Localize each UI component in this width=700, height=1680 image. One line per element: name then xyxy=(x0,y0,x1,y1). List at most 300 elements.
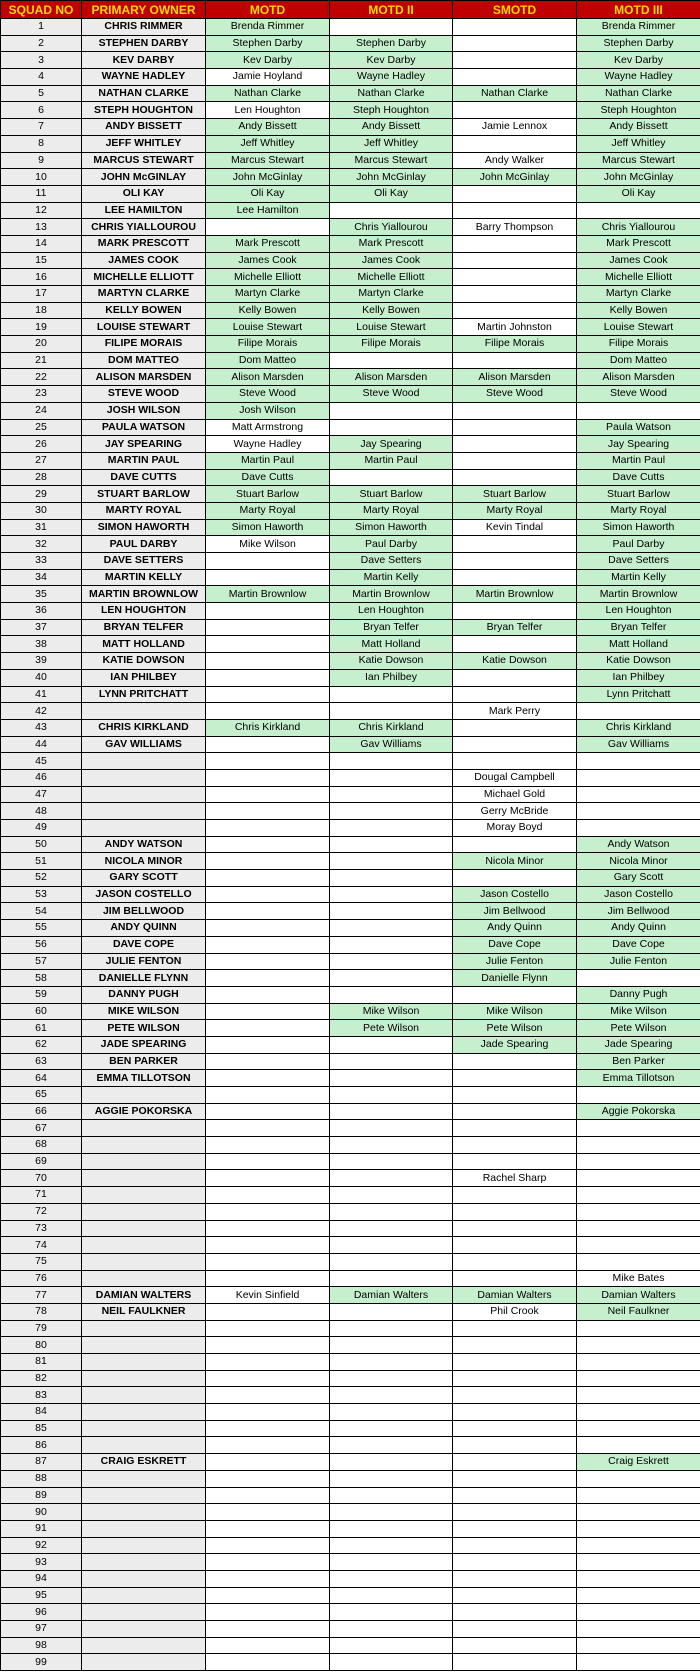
motd-iii-cell[interactable] xyxy=(577,1604,700,1621)
motd-cell[interactable] xyxy=(206,1370,330,1387)
motd-ii-cell[interactable] xyxy=(330,1420,453,1437)
motd-iii-cell[interactable] xyxy=(577,753,700,770)
smotd-cell[interactable] xyxy=(453,686,577,703)
squad-number-cell[interactable]: 62 xyxy=(1,1036,82,1053)
smotd-cell[interactable] xyxy=(453,603,577,620)
motd-ii-cell[interactable] xyxy=(330,1520,453,1537)
motd-ii-cell[interactable] xyxy=(330,1137,453,1154)
primary-owner-cell[interactable]: PAULA WATSON xyxy=(82,419,206,436)
motd-iii-cell[interactable]: Kelly Bowen xyxy=(577,302,700,319)
motd-iii-cell[interactable]: Mike Bates xyxy=(577,1270,700,1287)
motd-iii-cell[interactable] xyxy=(577,1087,700,1104)
squad-number-cell[interactable]: 16 xyxy=(1,269,82,286)
smotd-cell[interactable]: Danielle Flynn xyxy=(453,970,577,987)
squad-number-cell[interactable]: 86 xyxy=(1,1437,82,1454)
motd-iii-cell[interactable]: Damian Walters xyxy=(577,1287,700,1304)
smotd-cell[interactable] xyxy=(453,1621,577,1638)
motd-ii-cell[interactable] xyxy=(330,1187,453,1204)
motd-ii-cell[interactable] xyxy=(330,986,453,1003)
smotd-cell[interactable] xyxy=(453,402,577,419)
smotd-cell[interactable] xyxy=(453,1570,577,1587)
motd-cell[interactable] xyxy=(206,603,330,620)
primary-owner-cell[interactable]: NEIL FAULKNER xyxy=(82,1303,206,1320)
motd-ii-cell[interactable]: Michelle Elliott xyxy=(330,269,453,286)
motd-ii-cell[interactable]: Katie Dowson xyxy=(330,653,453,670)
primary-owner-cell[interactable]: JULIE FENTON xyxy=(82,953,206,970)
smotd-cell[interactable] xyxy=(453,135,577,152)
primary-owner-cell[interactable] xyxy=(82,1654,206,1671)
squad-number-cell[interactable]: 69 xyxy=(1,1153,82,1170)
primary-owner-cell[interactable] xyxy=(82,1637,206,1654)
primary-owner-cell[interactable]: JAY SPEARING xyxy=(82,436,206,453)
smotd-cell[interactable]: Alison Marsden xyxy=(453,369,577,386)
motd-cell[interactable] xyxy=(206,1303,330,1320)
primary-owner-cell[interactable]: CHRIS RIMMER xyxy=(82,19,206,36)
smotd-cell[interactable] xyxy=(453,1504,577,1521)
smotd-cell[interactable] xyxy=(453,753,577,770)
motd-ii-cell[interactable] xyxy=(330,1654,453,1671)
motd-cell[interactable] xyxy=(206,669,330,686)
motd-iii-cell[interactable] xyxy=(577,1537,700,1554)
squad-number-cell[interactable]: 66 xyxy=(1,1103,82,1120)
motd-iii-cell[interactable] xyxy=(577,1637,700,1654)
squad-number-cell[interactable]: 20 xyxy=(1,336,82,353)
primary-owner-cell[interactable] xyxy=(82,703,206,720)
motd-iii-cell[interactable]: Filipe Morais xyxy=(577,336,700,353)
motd-cell[interactable]: Jamie Hoyland xyxy=(206,69,330,86)
motd-iii-cell[interactable]: Ben Parker xyxy=(577,1053,700,1070)
squad-number-cell[interactable]: 57 xyxy=(1,953,82,970)
motd-cell[interactable] xyxy=(206,1103,330,1120)
primary-owner-cell[interactable] xyxy=(82,1370,206,1387)
motd-iii-cell[interactable] xyxy=(577,803,700,820)
motd-ii-cell[interactable]: Kelly Bowen xyxy=(330,302,453,319)
motd-cell[interactable] xyxy=(206,903,330,920)
motd-cell[interactable]: Oli Kay xyxy=(206,185,330,202)
smotd-cell[interactable] xyxy=(453,69,577,86)
primary-owner-cell[interactable] xyxy=(82,1270,206,1287)
smotd-cell[interactable] xyxy=(453,352,577,369)
motd-iii-cell[interactable]: Lynn Pritchatt xyxy=(577,686,700,703)
smotd-cell[interactable]: Mike Wilson xyxy=(453,1003,577,1020)
motd-cell[interactable] xyxy=(206,836,330,853)
motd-cell[interactable] xyxy=(206,1654,330,1671)
smotd-cell[interactable] xyxy=(453,636,577,653)
smotd-cell[interactable] xyxy=(453,1087,577,1104)
motd-iii-cell[interactable]: Chris Kirkland xyxy=(577,719,700,736)
smotd-cell[interactable] xyxy=(453,269,577,286)
motd-iii-cell[interactable]: Katie Dowson xyxy=(577,653,700,670)
motd-cell[interactable] xyxy=(206,1637,330,1654)
squad-number-cell[interactable]: 77 xyxy=(1,1287,82,1304)
motd-iii-cell[interactable]: Oli Kay xyxy=(577,185,700,202)
smotd-cell[interactable] xyxy=(453,252,577,269)
smotd-cell[interactable] xyxy=(453,1153,577,1170)
primary-owner-cell[interactable] xyxy=(82,803,206,820)
squad-number-cell[interactable]: 61 xyxy=(1,1020,82,1037)
smotd-cell[interactable] xyxy=(453,1520,577,1537)
motd-iii-cell[interactable] xyxy=(577,769,700,786)
smotd-cell[interactable]: John McGinlay xyxy=(453,169,577,186)
primary-owner-cell[interactable]: MARTY ROYAL xyxy=(82,502,206,519)
smotd-cell[interactable] xyxy=(453,1387,577,1404)
smotd-cell[interactable]: Phil Crook xyxy=(453,1303,577,1320)
motd-ii-cell[interactable] xyxy=(330,1220,453,1237)
motd-cell[interactable] xyxy=(206,1237,330,1254)
squad-number-cell[interactable]: 54 xyxy=(1,903,82,920)
primary-owner-cell[interactable] xyxy=(82,1120,206,1137)
motd-cell[interactable]: Dave Cutts xyxy=(206,469,330,486)
smotd-cell[interactable] xyxy=(453,436,577,453)
motd-cell[interactable] xyxy=(206,569,330,586)
motd-ii-cell[interactable] xyxy=(330,686,453,703)
motd-cell[interactable]: Brenda Rimmer xyxy=(206,19,330,36)
motd-iii-cell[interactable] xyxy=(577,402,700,419)
motd-ii-cell[interactable]: Martin Kelly xyxy=(330,569,453,586)
motd-cell[interactable]: Mike Wilson xyxy=(206,536,330,553)
motd-ii-cell[interactable]: Mike Wilson xyxy=(330,1003,453,1020)
motd-cell[interactable] xyxy=(206,769,330,786)
primary-owner-cell[interactable] xyxy=(82,1537,206,1554)
squad-number-cell[interactable]: 8 xyxy=(1,135,82,152)
motd-ii-cell[interactable] xyxy=(330,853,453,870)
motd-iii-cell[interactable]: Mike Wilson xyxy=(577,1003,700,1020)
motd-cell[interactable]: Nathan Clarke xyxy=(206,85,330,102)
motd-ii-cell[interactable]: Marcus Stewart xyxy=(330,152,453,169)
motd-ii-cell[interactable] xyxy=(330,786,453,803)
squad-number-cell[interactable]: 11 xyxy=(1,185,82,202)
smotd-cell[interactable] xyxy=(453,719,577,736)
primary-owner-cell[interactable]: FILIPE MORAIS xyxy=(82,336,206,353)
motd-iii-cell[interactable]: Andy Quinn xyxy=(577,920,700,937)
motd-cell[interactable] xyxy=(206,1621,330,1638)
squad-number-cell[interactable]: 1 xyxy=(1,19,82,36)
motd-iii-cell[interactable] xyxy=(577,1437,700,1454)
motd-ii-cell[interactable] xyxy=(330,1320,453,1337)
primary-owner-cell[interactable]: JOSH WILSON xyxy=(82,402,206,419)
smotd-cell[interactable]: Barry Thompson xyxy=(453,219,577,236)
squad-number-cell[interactable]: 42 xyxy=(1,703,82,720)
smotd-cell[interactable] xyxy=(453,1370,577,1387)
primary-owner-cell[interactable]: AGGIE POKORSKA xyxy=(82,1103,206,1120)
motd-cell[interactable]: Simon Haworth xyxy=(206,519,330,536)
motd-ii-cell[interactable] xyxy=(330,1554,453,1571)
motd-iii-cell[interactable] xyxy=(577,1337,700,1354)
smotd-cell[interactable] xyxy=(453,1354,577,1371)
motd-cell[interactable] xyxy=(206,553,330,570)
motd-ii-cell[interactable]: Stuart Barlow xyxy=(330,486,453,503)
motd-iii-cell[interactable]: Andy Bissett xyxy=(577,119,700,136)
smotd-cell[interactable] xyxy=(453,1637,577,1654)
primary-owner-cell[interactable] xyxy=(82,1137,206,1154)
motd-cell[interactable]: Matt Armstrong xyxy=(206,419,330,436)
primary-owner-cell[interactable]: DANIELLE FLYNN xyxy=(82,970,206,987)
squad-number-cell[interactable]: 50 xyxy=(1,836,82,853)
motd-iii-cell[interactable]: Nathan Clarke xyxy=(577,85,700,102)
squad-number-cell[interactable]: 21 xyxy=(1,352,82,369)
squad-number-cell[interactable]: 51 xyxy=(1,853,82,870)
motd-ii-cell[interactable]: Stephen Darby xyxy=(330,35,453,52)
motd-ii-cell[interactable]: James Cook xyxy=(330,252,453,269)
smotd-cell[interactable] xyxy=(453,1120,577,1137)
smotd-cell[interactable]: Gerry McBride xyxy=(453,803,577,820)
motd-cell[interactable] xyxy=(206,1554,330,1571)
primary-owner-cell[interactable]: OLI KAY xyxy=(82,185,206,202)
motd-iii-cell[interactable]: Martin Kelly xyxy=(577,569,700,586)
smotd-cell[interactable]: Nicola Minor xyxy=(453,853,577,870)
squad-number-cell[interactable]: 89 xyxy=(1,1487,82,1504)
motd-cell[interactable] xyxy=(206,936,330,953)
motd-ii-cell[interactable] xyxy=(330,1354,453,1371)
motd-ii-cell[interactable] xyxy=(330,703,453,720)
squad-number-cell[interactable]: 92 xyxy=(1,1537,82,1554)
motd-cell[interactable] xyxy=(206,1487,330,1504)
squad-number-cell[interactable]: 80 xyxy=(1,1337,82,1354)
squad-number-cell[interactable]: 98 xyxy=(1,1637,82,1654)
motd-cell[interactable] xyxy=(206,1404,330,1421)
motd-iii-cell[interactable]: Mark Prescott xyxy=(577,235,700,252)
primary-owner-cell[interactable]: JAMES COOK xyxy=(82,252,206,269)
primary-owner-cell[interactable] xyxy=(82,1153,206,1170)
motd-iii-cell[interactable]: Jason Costello xyxy=(577,886,700,903)
motd-cell[interactable]: Stephen Darby xyxy=(206,35,330,52)
squad-number-cell[interactable]: 95 xyxy=(1,1587,82,1604)
motd-cell[interactable]: Lee Hamilton xyxy=(206,202,330,219)
motd-cell[interactable] xyxy=(206,853,330,870)
motd-cell[interactable]: Jeff Whitley xyxy=(206,135,330,152)
primary-owner-cell[interactable]: MIKE WILSON xyxy=(82,1003,206,1020)
squad-number-cell[interactable]: 64 xyxy=(1,1070,82,1087)
motd-ii-cell[interactable] xyxy=(330,820,453,837)
motd-iii-cell[interactable] xyxy=(577,1487,700,1504)
primary-owner-cell[interactable]: JEFF WHITLEY xyxy=(82,135,206,152)
squad-number-cell[interactable]: 75 xyxy=(1,1253,82,1270)
motd-ii-cell[interactable]: Mark Prescott xyxy=(330,235,453,252)
motd-iii-cell[interactable]: Ian Philbey xyxy=(577,669,700,686)
motd-cell[interactable]: John McGinlay xyxy=(206,169,330,186)
motd-iii-cell[interactable] xyxy=(577,1520,700,1537)
smotd-cell[interactable]: Steve Wood xyxy=(453,386,577,403)
motd-iii-cell[interactable]: Alison Marsden xyxy=(577,369,700,386)
squad-number-cell[interactable]: 6 xyxy=(1,102,82,119)
motd-iii-cell[interactable]: Marty Royal xyxy=(577,502,700,519)
primary-owner-cell[interactable]: LEN HOUGHTON xyxy=(82,603,206,620)
motd-ii-cell[interactable] xyxy=(330,1621,453,1638)
smotd-cell[interactable] xyxy=(453,1604,577,1621)
primary-owner-cell[interactable]: STEPH HOUGHTON xyxy=(82,102,206,119)
motd-ii-cell[interactable]: Oli Kay xyxy=(330,185,453,202)
motd-cell[interactable]: Stuart Barlow xyxy=(206,486,330,503)
motd-cell[interactable]: Marcus Stewart xyxy=(206,152,330,169)
primary-owner-cell[interactable]: JOHN McGINLAY xyxy=(82,169,206,186)
motd-ii-cell[interactable] xyxy=(330,1103,453,1120)
motd-iii-cell[interactable]: Paula Watson xyxy=(577,419,700,436)
squad-number-cell[interactable]: 22 xyxy=(1,369,82,386)
primary-owner-cell[interactable]: PAUL DARBY xyxy=(82,536,206,553)
smotd-cell[interactable]: Dougal Campbell xyxy=(453,769,577,786)
squad-number-cell[interactable]: 43 xyxy=(1,719,82,736)
squad-number-cell[interactable]: 17 xyxy=(1,286,82,303)
smotd-cell[interactable] xyxy=(453,185,577,202)
primary-owner-cell[interactable] xyxy=(82,1220,206,1237)
smotd-cell[interactable]: Jamie Lennox xyxy=(453,119,577,136)
primary-owner-cell[interactable]: KEV DARBY xyxy=(82,52,206,69)
motd-iii-cell[interactable] xyxy=(577,1470,700,1487)
smotd-cell[interactable] xyxy=(453,1253,577,1270)
squad-number-cell[interactable]: 90 xyxy=(1,1504,82,1521)
motd-cell[interactable] xyxy=(206,1087,330,1104)
smotd-cell[interactable] xyxy=(453,736,577,753)
motd-cell[interactable] xyxy=(206,786,330,803)
squad-number-cell[interactable]: 52 xyxy=(1,870,82,887)
motd-ii-cell[interactable] xyxy=(330,1637,453,1654)
squad-number-cell[interactable]: 96 xyxy=(1,1604,82,1621)
motd-cell[interactable]: Louise Stewart xyxy=(206,319,330,336)
motd-cell[interactable] xyxy=(206,1170,330,1187)
primary-owner-cell[interactable]: JADE SPEARING xyxy=(82,1036,206,1053)
motd-iii-cell[interactable]: Michelle Elliott xyxy=(577,269,700,286)
primary-owner-cell[interactable] xyxy=(82,1354,206,1371)
motd-iii-cell[interactable]: Martyn Clarke xyxy=(577,286,700,303)
smotd-cell[interactable]: Rachel Sharp xyxy=(453,1170,577,1187)
motd-ii-cell[interactable]: Steph Houghton xyxy=(330,102,453,119)
motd-iii-cell[interactable]: Dom Matteo xyxy=(577,352,700,369)
smotd-cell[interactable] xyxy=(453,836,577,853)
motd-iii-cell[interactable]: Dave Cope xyxy=(577,936,700,953)
primary-owner-cell[interactable]: DAVE SETTERS xyxy=(82,553,206,570)
motd-iii-cell[interactable] xyxy=(577,1137,700,1154)
motd-cell[interactable] xyxy=(206,1220,330,1237)
smotd-cell[interactable] xyxy=(453,1103,577,1120)
squad-number-cell[interactable]: 15 xyxy=(1,252,82,269)
motd-ii-cell[interactable]: Steve Wood xyxy=(330,386,453,403)
motd-ii-cell[interactable] xyxy=(330,469,453,486)
motd-ii-cell[interactable] xyxy=(330,953,453,970)
primary-owner-cell[interactable] xyxy=(82,786,206,803)
smotd-cell[interactable] xyxy=(453,1420,577,1437)
primary-owner-cell[interactable] xyxy=(82,1587,206,1604)
primary-owner-cell[interactable] xyxy=(82,1554,206,1571)
motd-ii-cell[interactable]: Ian Philbey xyxy=(330,669,453,686)
motd-iii-cell[interactable]: Dave Setters xyxy=(577,553,700,570)
motd-cell[interactable] xyxy=(206,1387,330,1404)
smotd-cell[interactable]: Jason Costello xyxy=(453,886,577,903)
motd-iii-cell[interactable]: James Cook xyxy=(577,252,700,269)
primary-owner-cell[interactable]: MARTIN BROWNLOW xyxy=(82,586,206,603)
smotd-cell[interactable]: Katie Dowson xyxy=(453,653,577,670)
primary-owner-cell[interactable]: DOM MATTEO xyxy=(82,352,206,369)
primary-owner-cell[interactable] xyxy=(82,769,206,786)
squad-number-cell[interactable]: 23 xyxy=(1,386,82,403)
smotd-cell[interactable] xyxy=(453,1554,577,1571)
motd-cell[interactable]: Alison Marsden xyxy=(206,369,330,386)
motd-cell[interactable] xyxy=(206,703,330,720)
squad-number-cell[interactable]: 91 xyxy=(1,1520,82,1537)
motd-ii-cell[interactable] xyxy=(330,870,453,887)
primary-owner-cell[interactable]: ANDY BISSETT xyxy=(82,119,206,136)
squad-number-cell[interactable]: 93 xyxy=(1,1554,82,1571)
motd-cell[interactable]: Josh Wilson xyxy=(206,402,330,419)
primary-owner-cell[interactable]: IAN PHILBEY xyxy=(82,669,206,686)
motd-ii-cell[interactable] xyxy=(330,1120,453,1137)
primary-owner-cell[interactable] xyxy=(82,1437,206,1454)
squad-number-cell[interactable]: 9 xyxy=(1,152,82,169)
motd-ii-cell[interactable]: Martyn Clarke xyxy=(330,286,453,303)
motd-cell[interactable] xyxy=(206,1020,330,1037)
smotd-cell[interactable] xyxy=(453,1187,577,1204)
motd-iii-cell[interactable] xyxy=(577,1320,700,1337)
motd-iii-cell[interactable] xyxy=(577,1621,700,1638)
squad-number-cell[interactable]: 48 xyxy=(1,803,82,820)
motd-ii-cell[interactable]: Louise Stewart xyxy=(330,319,453,336)
motd-ii-cell[interactable]: Marty Royal xyxy=(330,502,453,519)
motd-iii-cell[interactable] xyxy=(577,820,700,837)
squad-number-cell[interactable]: 4 xyxy=(1,69,82,86)
motd-cell[interactable]: Martin Paul xyxy=(206,452,330,469)
motd-iii-cell[interactable]: Brenda Rimmer xyxy=(577,19,700,36)
motd-cell[interactable] xyxy=(206,1120,330,1137)
motd-cell[interactable] xyxy=(206,1604,330,1621)
motd-ii-cell[interactable]: Len Houghton xyxy=(330,603,453,620)
header-squad-no[interactable]: SQUAD NO xyxy=(1,1,82,19)
motd-ii-cell[interactable]: Jeff Whitley xyxy=(330,135,453,152)
squad-number-cell[interactable]: 94 xyxy=(1,1570,82,1587)
primary-owner-cell[interactable]: WAYNE HADLEY xyxy=(82,69,206,86)
motd-cell[interactable] xyxy=(206,736,330,753)
motd-cell[interactable]: Kelly Bowen xyxy=(206,302,330,319)
motd-ii-cell[interactable] xyxy=(330,1570,453,1587)
squad-number-cell[interactable]: 35 xyxy=(1,586,82,603)
motd-iii-cell[interactable]: Dave Cutts xyxy=(577,469,700,486)
squad-number-cell[interactable]: 63 xyxy=(1,1053,82,1070)
motd-cell[interactable]: James Cook xyxy=(206,252,330,269)
motd-cell[interactable] xyxy=(206,820,330,837)
motd-cell[interactable] xyxy=(206,1187,330,1204)
primary-owner-cell[interactable]: NATHAN CLARKE xyxy=(82,85,206,102)
motd-ii-cell[interactable] xyxy=(330,1053,453,1070)
smotd-cell[interactable]: Michael Gold xyxy=(453,786,577,803)
motd-cell[interactable] xyxy=(206,1454,330,1471)
motd-ii-cell[interactable] xyxy=(330,1153,453,1170)
smotd-cell[interactable] xyxy=(453,1487,577,1504)
motd-ii-cell[interactable] xyxy=(330,769,453,786)
primary-owner-cell[interactable] xyxy=(82,1604,206,1621)
motd-cell[interactable] xyxy=(206,1003,330,1020)
motd-cell[interactable] xyxy=(206,1437,330,1454)
primary-owner-cell[interactable]: EMMA TILLOTSON xyxy=(82,1070,206,1087)
primary-owner-cell[interactable]: DAMIAN WALTERS xyxy=(82,1287,206,1304)
smotd-cell[interactable] xyxy=(453,553,577,570)
motd-iii-cell[interactable]: Craig Eskrett xyxy=(577,1454,700,1471)
smotd-cell[interactable] xyxy=(453,202,577,219)
primary-owner-cell[interactable]: STEPHEN DARBY xyxy=(82,35,206,52)
motd-cell[interactable] xyxy=(206,1520,330,1537)
squad-number-cell[interactable]: 72 xyxy=(1,1203,82,1220)
squad-number-cell[interactable]: 31 xyxy=(1,519,82,536)
smotd-cell[interactable] xyxy=(453,1470,577,1487)
squad-number-cell[interactable]: 27 xyxy=(1,452,82,469)
squad-number-cell[interactable]: 14 xyxy=(1,235,82,252)
motd-ii-cell[interactable] xyxy=(330,1070,453,1087)
squad-number-cell[interactable]: 79 xyxy=(1,1320,82,1337)
motd-ii-cell[interactable] xyxy=(330,1437,453,1454)
squad-number-cell[interactable]: 37 xyxy=(1,619,82,636)
motd-ii-cell[interactable] xyxy=(330,1237,453,1254)
motd-iii-cell[interactable]: Stuart Barlow xyxy=(577,486,700,503)
motd-ii-cell[interactable] xyxy=(330,1537,453,1554)
motd-cell[interactable] xyxy=(206,1587,330,1604)
smotd-cell[interactable]: Martin Brownlow xyxy=(453,586,577,603)
